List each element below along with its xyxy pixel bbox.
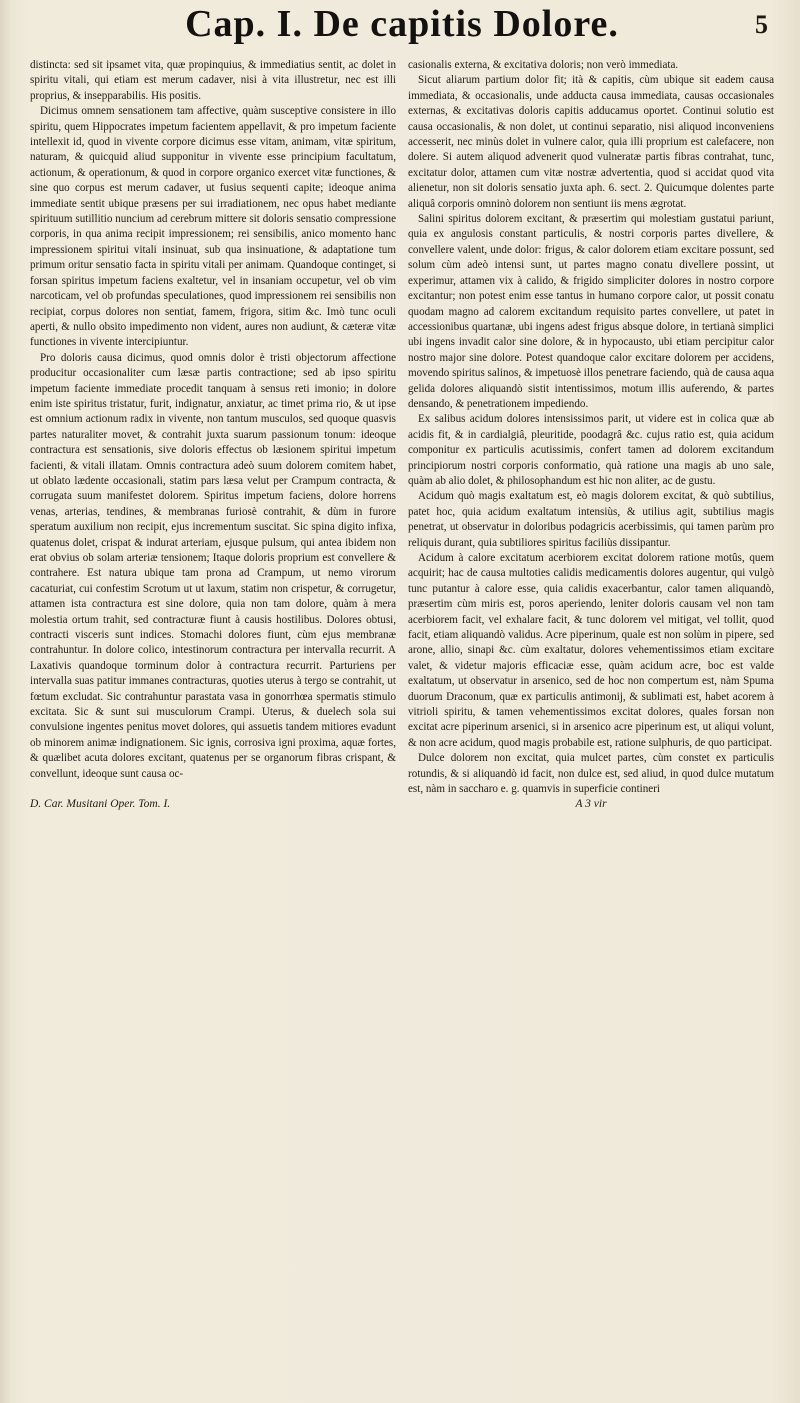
running-head: Cap. I. De capitis Dolore. <box>185 3 619 45</box>
right-column <box>408 58 774 798</box>
page-mark: 5 <box>755 10 768 39</box>
paragraph: Acidum quò magis exaltatum est, eò magis dolorem excitat, & quò subtilius, patet hoc, quia acidum exaltatum intensiùs, & utilius agit, subtilius magis penetrat, ut observatur in doloribus podagricis acerbissimis, qui tamen parùm pro reliquis durant, quia subtiliores spiritus faciliùs dissipantur. <box>408 490 774 549</box>
paragraph: Pro doloris causa dicimus, quod omnis dolor è tristi objectorum affectione producitur occasionaliter cum læsæ partis contractione; sed ab ipso spiritu impetum faciente immediate procedit tanquam à sensus reti imonio; in dolore enim iste spiritus tristatur, furit, indignatur, anxiatur, ac timet prima rio, & ut ipse est omnium actionum radix in vivente, non tantum musculos, sed quoque quasvis partes naturaliter movet, & contrahit juxta suarum passionum tonum: ideoque contractura est sensationis, sive doloris effectus ob læsionem spiritui impetum facienti, & vitali illatam. Omnis contractura adeò suum dolorem comitem habet, ut oblato lædente occasionali, statim pars læsa velut per Crampum contracta, & corrugata suum manifestet dolorem. Spiritus impetum faciens, dolore horrens venas, arterias, tendines, & membranas furiosè contrahit, & dùm in furore speratum auxilium non recipit, ejus incrementum suscitat. Sic spina digito infixa, quatenus dolet, crispat & indurat arteriam, ejusque pulsum, qui antea ibidem non erat obvius ob solam arteriæ tensionem; Itaque doloris proprium est convellere & contrahere. Est natura ubique tam prona ad Crampum, ut nemo virorum cacaturiat, cui confestim Scrotum ut ut laxum, statim non crispetur, & corrugetur, attamen ista contractura est sine dolore, quia non tam dolore, quàm à mera molestia ortum trahit, sed contracturæ fiunt à causis hostilibus. Dolores obtusi, contracti visceris sunt indices. Stomachi dolores fiunt, cùm ejus membranæ contrahuntur. In dolore colico, intestinorum contractura per intervalla recurrit. A Laxativis quandoque torminum dolor à contractura recurrit. Parturiens per intervalla suas patitur immanes contracturas, quoties uterus à tergo se contrahit, ut fœtum excludat. Sic contrahuntur parastata vasa in gonorrhœa spermatis stimulo excitata. Sic & sunt sui musculorum Crampi. Uterus, & duelech sola sui convulsione ingentes penitus movet dolores, qui assuetis tandem mitiores evadunt ob minorem animæ indignationem. Sic ignis, corrosiva igni proxima, aquæ fortes, & quælibet acuta dolores excitant, quatenus per se organorum fibras crispant, & convellunt, ideoque sunt causa oc- <box>30 351 396 780</box>
page-footer <box>30 798 774 810</box>
paragraph: Ex salibus acidum dolores intensissimos parit, ut videre est in colica quæ ab acidis fit, & in cardialgiâ, pleuritide, poodagrâ &c. cujus ratio est, quia acidum componitur ex particulis acutissimis, confert tamen ad dolorem excitandum principiorum nostri corporis conformatio, quà ratione una magis ab uno sale, quàm ab alio dolet, & philosophandum est hic non aliter, ac de gustu. <box>408 413 774 487</box>
left-column <box>30 58 396 798</box>
paragraph: casionalis externa, & excitativa doloris; non verò immediata. <box>408 59 679 71</box>
paragraph: Sicut aliarum partium dolor fit; ità & capitis, cùm ubique sit eadem causa immediata, & occasionalis, unde adducta causa immediata, causas occasionales externas, & excitativas doloris capitis adducamus oportet. Continui solutio est causa occasionalis, & non dolet, ut continui separatio, nisi aliquod inconveniens accesserit, nec minùs dolet in vulnere calor, quia illi proprium est calefacere, non dolere. Si autem aliquod advenerit quod vulneratæ partis fibras contrahat, tunc, excitatur dolor, attamen cum vitæ nostræ advertentia, quod si accidat quod vita alienetur, non sit doloris sensatio juxta aph. 6. sect. 2. Quicumque dolentes parte aliquâ corporis omninò dolorem non sentiunt iis mens ægrotat. <box>408 74 774 210</box>
paragraph: distincta: sed sit ipsamet vita, quæ propinquius, & immediatius sentit, ac dolet in spiritu vitali, qui etiam est merum cadaver, nisi à vita illustretur, nec est illi proprius, & insepparabilis. His positis. <box>30 59 396 102</box>
paragraph: Dulce dolorem non excitat, quia mulcet partes, cùm constet ex particulis rotundis, & si aliquandò id facit, non dulce est, sed aliud, in quod dulce mutatum est, nàm in saccharo e. g. quamvis in superficie contineri <box>408 752 774 796</box>
footer-catchword: A 3 vir <box>575 797 607 810</box>
footer-signature: D. Car. Musitani Oper. Tom. I. <box>30 797 171 810</box>
paragraph: Acidum à calore excitatum acerbiorem excitat dolorem ratione motûs, quem acquirit; hac de causa multoties calidis medicamentis dolores augentur, qui vulgò tunc putantur à calore esse, quia calidis exacerbantur, calor tamen aliquandò, præsertim cùm miris est, poros aperiendo, leniter doloris causam vel non tam acerbiorem facit, vel exhalare facit, & tunc dolorem vel mitigat, vel tollit, quod facit, etiam aliquandò validus. Acre piperinum, quale est non solùm in pipere, sed arone, allio, sinapi &c. cùm exaltatur, dolores vehementissimos etiam excitare valet, & videtur majoris efficaciæ esse, quàm acidum acre, boc est valde exaltatum, ut observatur in arsenico, sed de hoc non compertum est, nàm Spuma duorum Draconum, quæ ex particulis antimonij, & sublimati est, habet acorem à vitrioli spiritu, & tamen vehementissimos excitat dolores, quales forsan non excitat acre piperinum arsenici, si in arsenico acre piperinum est, ut aliqui volunt, & non acre acidum, quod magis probabile est, ratione sulphuris, de quo participat. <box>408 552 774 749</box>
paragraph: Dicimus omnem sensationem tam affective, quàm susceptive consistere in illo spiritu, quem Hippocrates impetum facientem appellavit, & pro impetum faciente intellexit id, quod in vivente corpore dicimus esse vitam, animam, vitæ spiritum, naturam, & quicquid aliud supponitur in vivente esse principium facultatum, actionum, & operationum, & quod in corpore organico exercet vitæ functiones, & sine quo corpus est merum cadaver, ut fusius sequenti capite; ideoque anima immediate sentit ubique præsens per sui irradiationem, nec opus habet mediante spirituum sutillitio nuncium ad cerebrum mittere sit doloris sensatio compressione corporis, in qua anima recipit impressionem; rei sensibilis, anico momento hanc impressionem spiritui vitali insinuat, sub qua insinuatione, & adaptatione tum primum oritur sensatio facta in spiritu vitali per animam. Quandoque continget, si forsan spiritus impetum faciens exaltetur, vel in insaniam occupetur, vel ob vim narcoticam, vel ob profundas speculationes, quod impressionem rei sensibilis non recipiat, corpus dolores non sentiat, famem, frigora, sitim &c. Imò tunc oculi aperti, & nullo obsito impedimento non vident, aures non audiunt, & cæteræ vitæ functiones in vivente intercipiuntur. <box>30 105 396 349</box>
page-header <box>30 0 774 56</box>
paragraph: Salini spiritus dolorem excitant, & præsertim qui molestiam gustatui pariunt, quia ex angulosis constant particulis, & nostri corporis partes divellere, & convellere valent, unde dolor: frigus, & calor dolorem etiam excitare possunt, sed solum cùm adeò intensi sunt, ut partes magno conatu divellere possint, ut experimur, attamen vix à calido, & frigido simpliciter dolores in nostro corpore excitantur; non potest enim esse tantus in humano corpore calor, ut possit conatu quodam magno ad calorem excitandum requisito partes convellere, ut patet in accessionibus quartanæ, ubi ingens adest frigus absque dolore, in tertianà simplici ubi ingens invadit calor sine dolore, & in hypocausto, ubi etiam percipitur calor nostro major sine dolore. Potest quandoque calor excitare dolorem per accidens, movendo spiritus salinos, & impetuosè illos penetrare faciendo, quà de causa aqua gelida dolores aliquandò sistit intentissimos, motum illis auferendo, & partes densando, & penetrationem impediendo. <box>408 213 774 410</box>
text-columns <box>30 58 774 798</box>
